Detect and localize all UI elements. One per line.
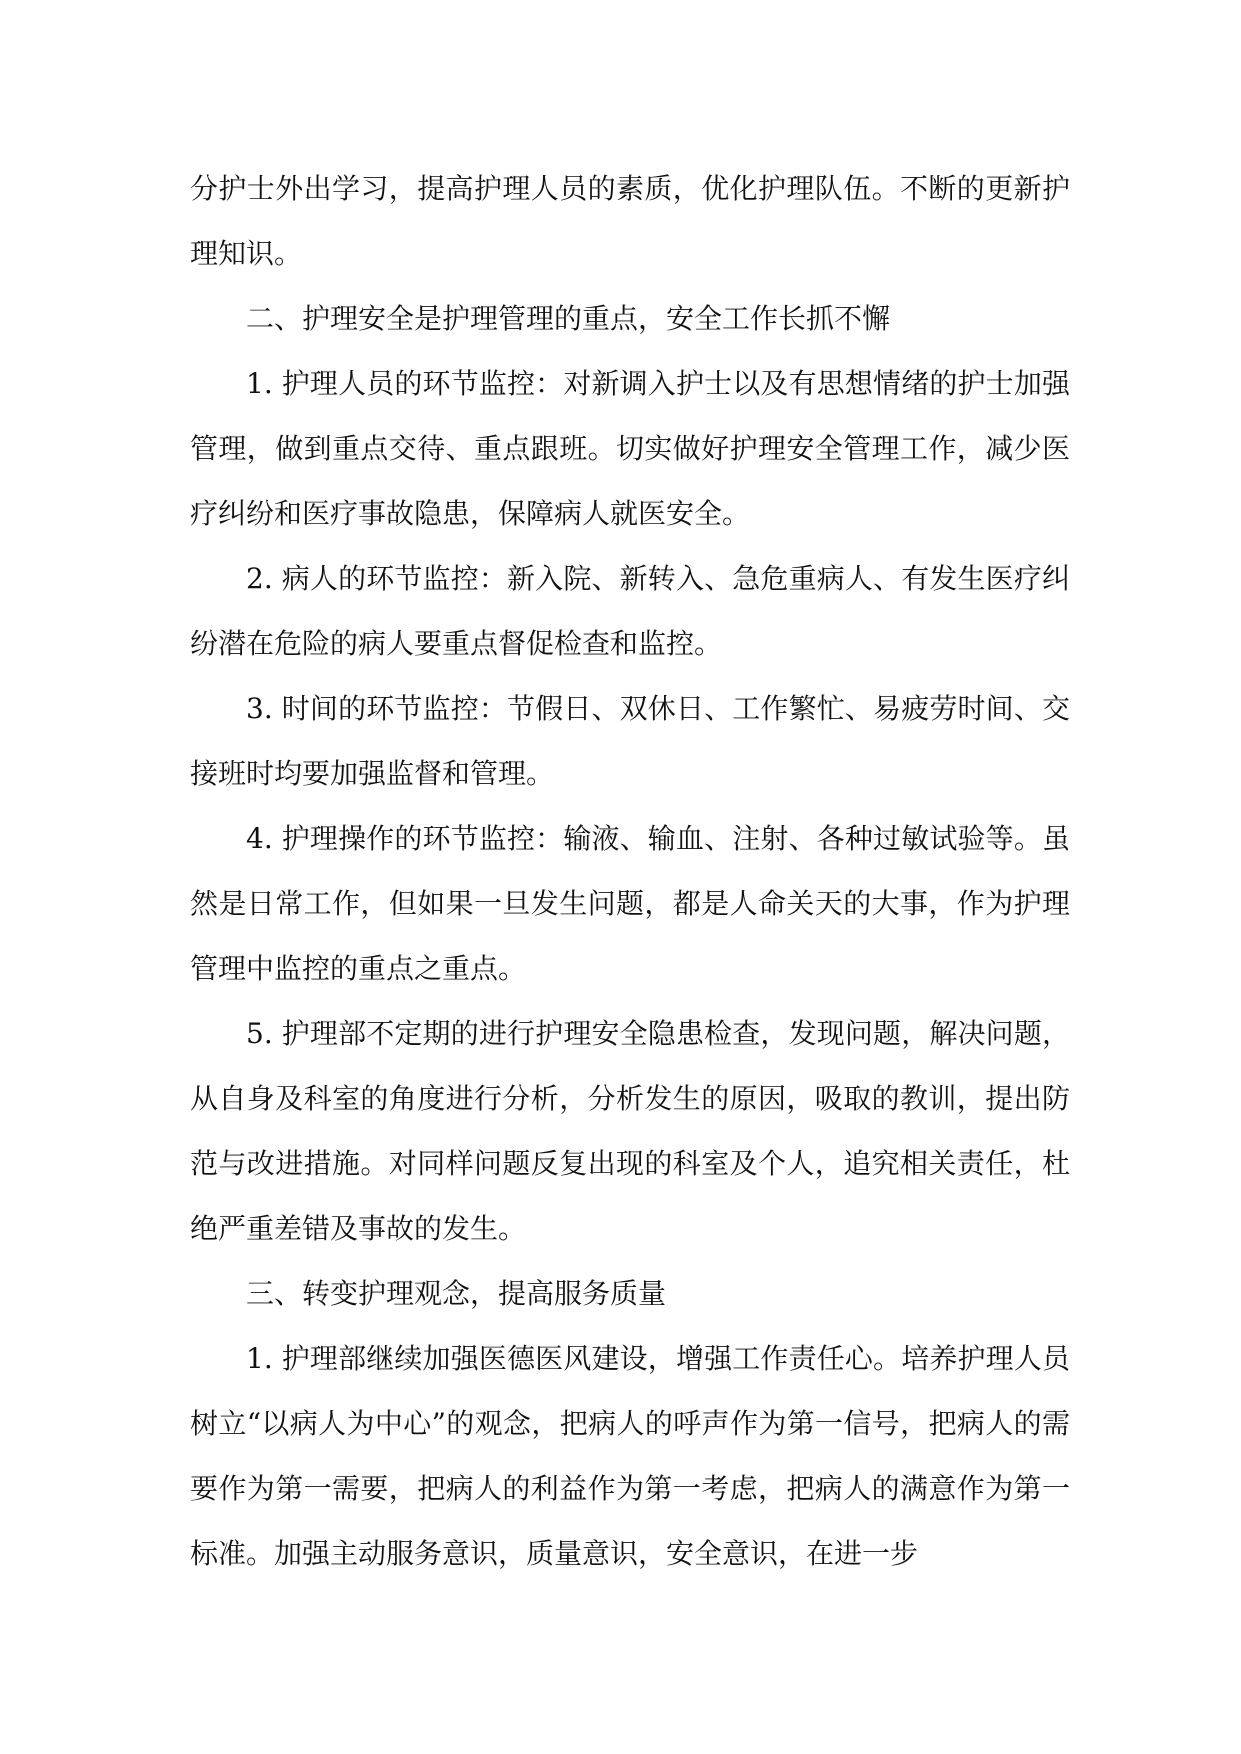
- paragraph-item-5: 5. 护理部不定期的进行护理安全隐患检查，发现问题，解决问题，从自身及科室的角度进行分析，分析发生的原因，吸取的教训，提出防范与改进措施。对同样问题反复出现的科室及个人，追究相关责任，杜绝严重差错及事故的发生。: [190, 1017, 1070, 1245]
- paragraph-item-4: 4. 护理操作的环节监控：输液、输血、注射、各种过敏试验等。虽然是日常工作，但如果一旦发生问题，都是人命关天的大事，作为护理管理中监控的重点之重点。: [190, 822, 1070, 985]
- paragraph-item-1: 1. 护理人员的环节监控：对新调入护士以及有思想情绪的护士加强管理，做到重点交待、重点跟班。切实做好护理安全管理工作，减少医疗纠纷和医疗事故隐患，保障病人就医安全。: [190, 367, 1070, 530]
- paragraph-item-2: 2. 病人的环节监控：新入院、新转入、急危重病人、有发生医疗纠纷潜在危险的病人要重点督促检查和监控。: [190, 562, 1070, 660]
- section-heading-2: 二、护理安全是护理管理的重点，安全工作长抓不懈: [246, 302, 891, 335]
- section-heading-3: 三、转变护理观念，提高服务质量: [246, 1277, 667, 1310]
- paragraph-continuation: 分护士外出学习，提高护理人员的素质，优化护理队伍。不断的更新护理知识。: [190, 172, 1070, 270]
- document-body: [190, 156, 1070, 1586]
- paragraph-item-3: 3. 时间的环节监控：节假日、双休日、工作繁忙、易疲劳时间、交接班时均要加强监督和管理。: [190, 692, 1070, 790]
- paragraph-item-3-1: 1. 护理部继续加强医德医风建设，增强工作责任心。培养护理人员树立“以病人为中心”的观念，把病人的呼声作为第一信号，把病人的需要作为第一需要，把病人的利益作为第一考虑，把病人的满意作为第一标准。加强主动服务意识，质量意识，安全意识，在进一步: [190, 1342, 1070, 1570]
